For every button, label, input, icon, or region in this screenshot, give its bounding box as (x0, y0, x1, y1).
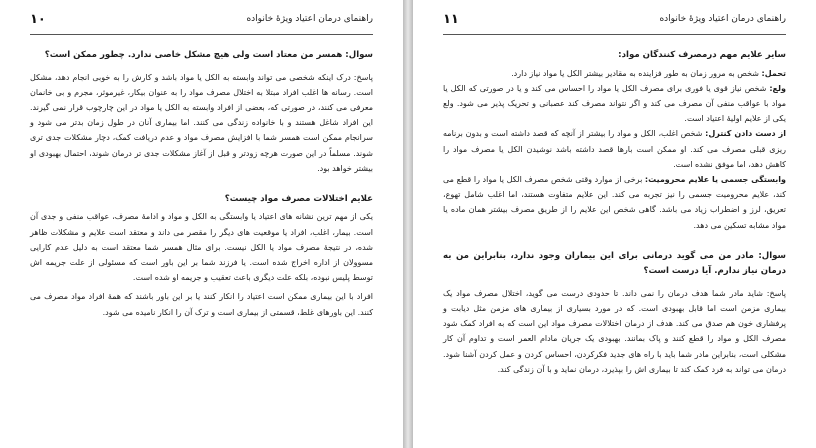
symptom-text: برخی از موارد وقتی شخص مصرف الکل یا مواد را قطع می کند، علایم محرومیت جسمی را نیز تجربه می کند. این علایم متفاوت هستند، اما اغلب شامل تهوع، تعریق، لرز و اضطراب زیاد می باشد. گاهی شخص این علایم را از طریق مصرف بیشتر همان ماده یا مواد مشابه تسکین می دهد. (443, 174, 786, 230)
right-page-header (443, 12, 786, 32)
left-page-body (30, 42, 373, 442)
section-heading: سایر علایم مهم درمصرف کنندگان مواد: (618, 50, 786, 60)
section-heading: علایم اختلالات مصرف مواد چیست؟ (224, 193, 373, 204)
section-paragraph: افراد با این بیماری ممکن است اعتیاد را انکار کنند یا بر این باور باشند که همۀ افراد مواد مصرف می کنند. این باورهای غلط، قسمتی از بیماری است و ترک آن را انکار نامیده می شود. (30, 292, 373, 317)
symptom-item-loss-control (443, 126, 786, 172)
right-header-rule (443, 34, 786, 35)
symptom-text: شخص نیاز قوی یا فوری برای مصرف الکل یا مواد را احساس می کند و یا در صورتی که الکل یا مواد با عواقب منفی آن مصرف می کند و اگر نتواند مصرف کند عصبانی و تحریک پذیر می شود. ولع یکی از علایم اولیۀ اعتیاد است. (443, 83, 786, 124)
symptom-text: شخص اغلب، الکل و مواد را بیشتر از آنچه که قصد داشته است و بدون برنامه ریزی قبلی مصرف می کند. او ممکن است بارها قصد داشته باشد نوشیدن الکل یا مصرف مواد را کاهش دهد، اما موفق نشده است. (443, 129, 786, 169)
left-page-number: ۱۰ (30, 12, 46, 27)
symptom-item-tolerance (443, 66, 786, 81)
question-heading: سوال: مادر من می گوید درمانی برای این بیماران وجود ندارد، بنابراین من به درمان نیاز ندارم. آیا درست است؟ (443, 250, 786, 277)
symptom-term: وابستگی جسمی یا علایم محرومیت: (644, 174, 786, 184)
symptom-text: شخص به مرور زمان به طور فزاینده به مقادیر بیشتر الکل یا مواد نیاز دارد. (511, 68, 762, 78)
book-gutter (403, 0, 413, 448)
right-page (413, 0, 816, 448)
answer-paragraph: پاسخ: درک اینکه شخصی می تواند وابسته به الکل یا مواد باشد و کارش را به خوبی انجام دهد، مشکل است. رسانه ها اغلب افراد مبتلا به اختلال مصرف مواد را به عنوان بیکار، غیرموثر، مجرم و بی خانمان معرفی می کنند، در صورتی که، بعضی از افراد وابسته به الکل یا مواد در این چارچوب قرار نمی گیرند. این افراد شاغل هستند و با خانواده زندگی می کنند. اما بیماری آنان در طول زمان بدتر می شود و سرانجام ممکن است همسر شما با افزایش مصرف مواد و عدم دریافت کمک، دچار مشکلات جدی تری شوند. مسلماً در این صورت هرچه زودتر و قبل از آغاز مشکلات جدی تر درمان شوند، احتمال بهبودی او بیشتر خواهد بود. (30, 72, 373, 173)
left-header-title: راهنمای درمان اعتیاد ویژۀ خانواده (246, 14, 373, 24)
symptom-item-dependence (443, 172, 786, 233)
section-paragraph: یکی از مهم ترین نشانه های اعتیاد یا وابستگی به الکل و مواد و ادامۀ مصرف، عواقب منفی و جدی آن است. بیمار، اغلب، افراد یا موقعیت های دیگر را مقصر می داند و معتقد است علایم و مشکلات ظاهر شده، در نتیجۀ مصرف مواد یا الکل نیست. برای مثال همسر شما معتقد است به دلیل عدم کارایی مسوولان از اداره اخراج شده است. یا فرزند شما بر این باور است که مسئولی از علت جریمه اش توسط پلیس نبوده، بلکه علت دیگری باعث تعقیب و جریمه او شده است. (30, 212, 373, 283)
left-page (0, 0, 403, 448)
left-header-rule (30, 34, 373, 35)
left-page-header (30, 12, 373, 32)
symptom-item-craving (443, 81, 786, 127)
symptom-term: از دست دادن کنترل: (705, 129, 786, 139)
question-heading: سوال: همسر من معتاد است ولی هیچ مشکل خاصی ندارد. چطور ممکن است؟ (44, 50, 373, 60)
answer-paragraph: پاسخ: شاید مادر شما هدف درمان را نمی داند. تا حدودی درست می گوید، اختلال مصرف مواد یک بیماری مزمن است اما قابل بهبودی است. که در مورد بسیاری از بیماری های مزمن مثل دیابت و پرفشاری خون هم صدق می کند. هدف از درمان اختلالات مصرف مواد این است که به افراد کمک شود مصرف الکل و مواد را قطع کنند و پاک بمانند. بهبودی یک جریان مادام العمر است و تداوم آن کار مشکلی است، بنابراین مادر شما باید با راه های جدید فکرکردن، احساس کردن و عمل کردن آشنا شود. درمان می تواند به فرد کمک کند تا بیماری اش را بپذیرد، درمان نماید و با آن زندگی کند. (443, 288, 786, 374)
symptom-term: تحمل: (761, 68, 786, 78)
right-page-number: ۱۱ (443, 12, 459, 27)
right-header-title: راهنمای درمان اعتیاد ویژۀ خانواده (659, 14, 786, 24)
symptom-term: ولع: (769, 83, 786, 93)
right-page-body (443, 42, 786, 442)
